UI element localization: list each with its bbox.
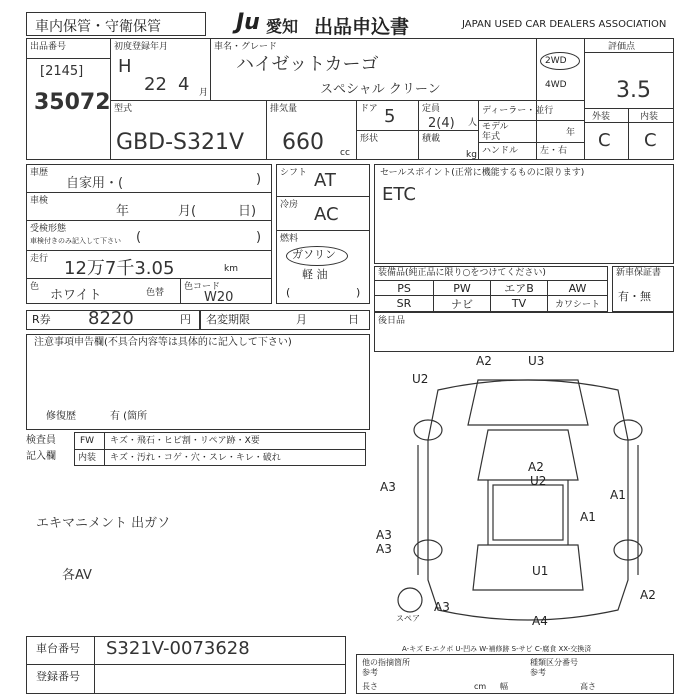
- color-code-label: 色コード: [184, 282, 221, 292]
- recycle-unit: 円: [180, 313, 191, 326]
- storage-title: 車内保管・守衛保管: [35, 19, 161, 35]
- selling-box: [374, 164, 674, 264]
- inspection-day: 日): [238, 204, 257, 219]
- model-label: 型式: [114, 104, 133, 114]
- org-name: 愛知: [266, 17, 299, 36]
- checks-label1: 検査員: [26, 435, 56, 446]
- mileage-unit: km: [224, 264, 238, 274]
- score-int: C: [644, 130, 657, 151]
- equipment-label: 装備品(純正品に限り○をつけてください): [378, 268, 546, 278]
- doors-label: ドア: [360, 104, 378, 114]
- equip-aw: AW: [547, 280, 608, 296]
- shape-label: 形状: [360, 134, 379, 144]
- score-int-label: 内装: [640, 112, 659, 122]
- score-ext: C: [598, 130, 611, 151]
- car-diagram: [378, 350, 678, 650]
- note-4: 参考: [530, 668, 546, 677]
- diagram-mark-11: A2: [640, 588, 656, 602]
- warranty-value: 有・無: [618, 290, 651, 303]
- inspection-year: 年: [116, 204, 130, 219]
- diagram-mark-14: A4: [532, 614, 548, 628]
- checks-row1-b: キズ・飛石・ヒビ割・リペア跡・X要: [110, 436, 260, 446]
- note-2: 参考: [362, 668, 378, 677]
- association-name: JAPAN USED CAR DEALERS ASSOCIATION: [462, 19, 667, 30]
- registration-label: 初度登録年月: [114, 42, 169, 52]
- checks-label2: 記入欄: [26, 451, 56, 462]
- color-code-value: W20: [204, 290, 234, 305]
- load-unit: kg: [466, 150, 477, 160]
- repair-value: 有 (箇所: [110, 411, 148, 422]
- note-3: 種類区分番号: [530, 658, 578, 667]
- fuel-light: 軽 油: [302, 268, 328, 281]
- score-label: 評価点: [608, 42, 636, 52]
- handwritten-note1: エキマニメント 出ガソ: [36, 516, 171, 531]
- drive-4wd: 4WD: [545, 80, 567, 90]
- capacity-unit: 人: [468, 118, 478, 128]
- warranty-label: 新車保証書: [616, 268, 662, 278]
- equip-sr: SR: [374, 295, 434, 312]
- checks-row2-b: キズ・汚れ・コゲ・穴・スレ・キレ・破れ: [110, 453, 281, 463]
- inspection-month: 月(: [178, 204, 197, 219]
- registration-era: H: [118, 56, 132, 77]
- chassis-label: 車台番号: [36, 642, 80, 655]
- storage-box: [26, 12, 206, 36]
- selling-value: ETC: [382, 184, 416, 205]
- recycle-value: 8220: [88, 308, 134, 329]
- model-year-label: モデル: [482, 122, 509, 132]
- diagram-mark-12: U1: [532, 564, 549, 578]
- handle-label: ハンドル: [482, 146, 519, 156]
- handwritten-note2: 各AV: [62, 568, 92, 583]
- diagram-mark-7: A3: [380, 480, 396, 494]
- left-mid-block: [26, 164, 272, 304]
- receipt-sub: 車検付きのみ記入して下さい: [30, 237, 121, 245]
- mileage-label: 走行: [30, 254, 49, 264]
- fuel-close: ): [356, 286, 361, 299]
- dealer-label: ディーラー・並行: [482, 106, 554, 116]
- model-value: GBD-S321V: [116, 130, 245, 155]
- registration-year: 22: [144, 74, 167, 95]
- score-ext-label: 外装: [592, 112, 611, 122]
- diagram-mark-4: A2: [528, 460, 544, 474]
- recycle-label: R券: [32, 313, 51, 326]
- fuel-label: 燃料: [280, 234, 299, 244]
- rear-label: 後日品: [378, 316, 406, 326]
- regno-label: 登録番号: [36, 670, 80, 683]
- note-1: 他の指摘箇所: [362, 658, 410, 667]
- vehicle-name: ハイゼットカーゴ: [236, 54, 379, 75]
- color-value: ホワイト: [50, 288, 102, 303]
- rear-box: [374, 312, 674, 352]
- ac-value: AC: [314, 204, 339, 225]
- ac-label: 冷房: [280, 200, 299, 210]
- checks-row1-a: FW: [80, 436, 95, 446]
- year-label: 年式: [482, 132, 501, 142]
- vehicle-grade: スペシャル クリーン: [320, 82, 441, 97]
- spare-label: スペア: [396, 614, 420, 623]
- dim-width: 幅: [500, 682, 508, 691]
- color-change-label: 色替: [146, 288, 165, 298]
- repair-label: 修復歴: [46, 411, 76, 422]
- equip-airbag: エアB: [490, 280, 548, 296]
- displacement-value: 660: [282, 130, 324, 155]
- rename-label: 名変期限: [206, 313, 250, 326]
- diagram-mark-3: U2: [412, 372, 429, 386]
- registration-month-unit: 月: [199, 88, 209, 98]
- diagram-legend: A-キズ E-エクボ U-凹み W-補修跡 S-サビ C-腐食 XX-交換済: [402, 645, 592, 653]
- mileage-value: 12万7千3.05: [64, 258, 175, 279]
- receipt-close: ): [256, 230, 262, 245]
- fuel-gas: ガソリン: [292, 248, 336, 261]
- fuel-open: (: [286, 286, 291, 299]
- listing-label: 出品番号: [30, 42, 67, 52]
- form-title: 出品申込書: [314, 16, 410, 38]
- color-label: 色: [30, 282, 40, 292]
- diagram-mark-1: A2: [476, 354, 492, 368]
- notes-box: [26, 334, 370, 430]
- history-value: 自家用・(: [66, 176, 124, 191]
- dim-height: 高さ: [580, 682, 596, 691]
- history-label: 車歴: [30, 168, 49, 178]
- receipt-label: 受検形態: [30, 224, 67, 234]
- shift-label: シフト: [280, 168, 308, 178]
- displacement-label: 排気量: [270, 104, 298, 114]
- shift-value: AT: [314, 170, 336, 191]
- rename-day: 日: [348, 313, 359, 326]
- diagram-mark-10: A3: [434, 600, 450, 614]
- diagram-mark-9: A3: [376, 542, 392, 556]
- load-label: 積載: [422, 134, 441, 144]
- rename-month: 月: [296, 313, 307, 326]
- checks-row2-a: 内装: [78, 453, 97, 463]
- diagram-mark-8: A3: [376, 528, 392, 542]
- capacity-label: 定員: [422, 104, 441, 114]
- equip-pw: PW: [433, 280, 491, 296]
- doors-value: 5: [384, 106, 396, 127]
- ju-logo: Ju: [236, 10, 260, 35]
- equip-tv: TV: [490, 295, 548, 312]
- dim-length: 長さ: [362, 682, 378, 691]
- equip-leather: カワシート: [547, 295, 608, 312]
- registration-month: 4: [178, 74, 190, 95]
- vehicle-label: 車名・グレード: [214, 42, 278, 52]
- capacity-value: 2(4): [428, 116, 455, 131]
- diagram-mark-6: A1: [610, 488, 626, 502]
- diagram-mark-5: U2: [530, 474, 547, 488]
- displacement-unit: cc: [340, 148, 350, 158]
- listing-number: 35072: [34, 90, 111, 115]
- chassis-value: S321V-0073628: [106, 638, 250, 659]
- history-close: ): [256, 172, 262, 187]
- dim-unit: cm: [474, 682, 487, 691]
- drive-2wd: 2WD: [545, 56, 567, 66]
- diagram-mark-13: A1: [580, 510, 596, 524]
- inspection-label: 車検: [30, 196, 49, 206]
- score-value: 3.5: [616, 78, 651, 103]
- diagram-mark-2: U3: [528, 354, 545, 368]
- notes-label: 注意事項申告欄(不具合内容等は具体的に記入して下さい): [34, 337, 292, 348]
- equip-navi: ナビ: [433, 295, 491, 312]
- receipt-open: (: [136, 230, 142, 245]
- listing-bracket: [2145]: [40, 64, 84, 79]
- equip-ps: PS: [374, 280, 434, 296]
- selling-label: セールスポイント(正常に機能するものに限ります): [380, 168, 585, 178]
- year-unit: 年: [566, 128, 576, 138]
- handle-value: 左・右: [540, 146, 568, 156]
